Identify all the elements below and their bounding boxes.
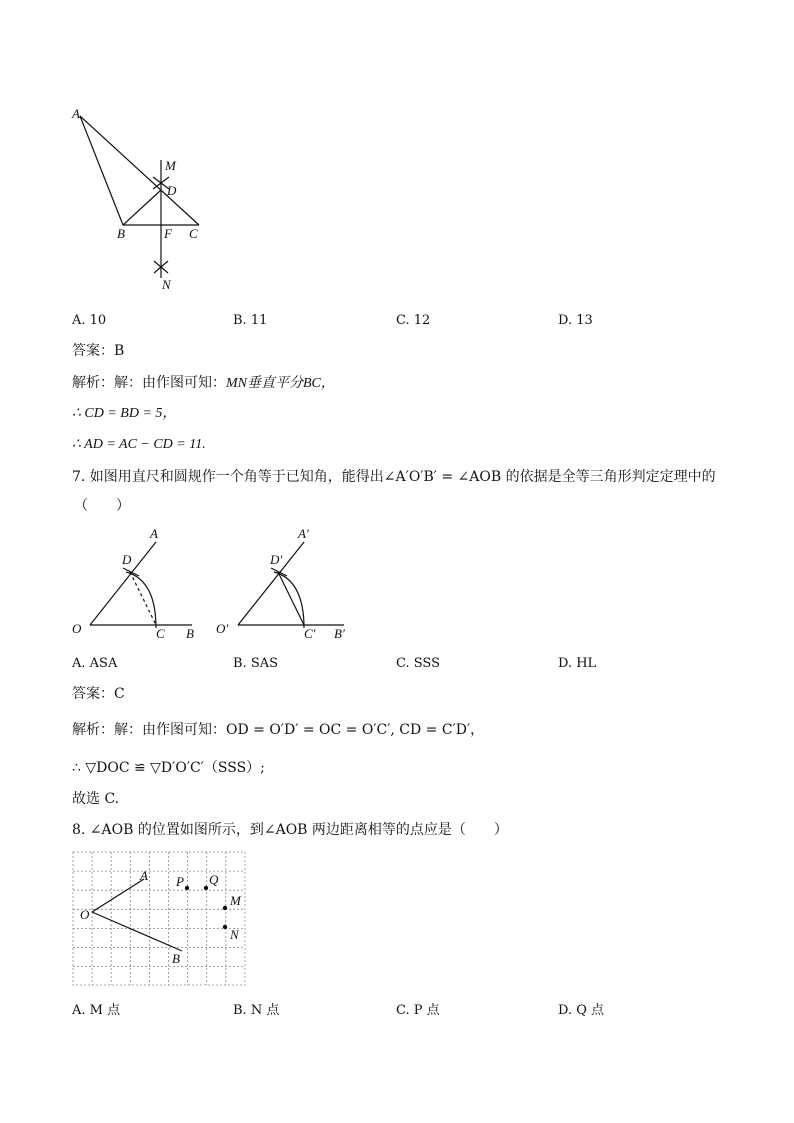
- label-f: F: [164, 226, 172, 241]
- q6-step2: ∴ AD = AC − CD = 11.: [72, 437, 206, 452]
- fig2-label-a: A′: [298, 526, 309, 541]
- fig1-label-d: D: [122, 552, 132, 567]
- q7-option-d[interactable]: D. HL: [558, 656, 597, 671]
- q7-answer: 答案：C: [72, 686, 125, 702]
- q7-option-b[interactable]: B. SAS: [233, 656, 279, 671]
- grid-label-p: P: [176, 874, 184, 889]
- point-q: [204, 886, 208, 890]
- label-c: C: [189, 226, 198, 241]
- grid-label-q: Q: [209, 872, 219, 887]
- label-m: M: [165, 158, 176, 173]
- q8-option-c[interactable]: C. P 点: [396, 1003, 440, 1018]
- point-p: [185, 886, 189, 890]
- q7-conclusion: 故选 C.: [72, 791, 120, 807]
- q7-step1: ∴ ▽DOC ≌ ▽D′O′C′（SSS）;: [72, 760, 265, 776]
- segment-bd: [123, 190, 161, 225]
- fig1-label-c: C: [156, 626, 165, 641]
- segment-ab: [80, 116, 123, 225]
- q6-option-a[interactable]: A. 10: [72, 313, 107, 328]
- fig1-label-a: A: [150, 526, 158, 541]
- label-a: A: [72, 106, 80, 121]
- q8-grid-figure: [72, 851, 248, 987]
- q6-option-d[interactable]: D. 13: [558, 313, 593, 328]
- grid-label-o: O: [80, 907, 90, 922]
- fig1-label-o: O: [72, 621, 82, 636]
- label-b: B: [117, 226, 125, 241]
- q8-option-d[interactable]: D. Q 点: [558, 1003, 605, 1018]
- q7-option-c[interactable]: C. SSS: [396, 656, 441, 671]
- q7-question-line1: 7. 如图用直尺和圆规作一个角等于已知角，能得出∠A′O′B′ = ∠AOB 的依据是全等三角形判定定理中的: [72, 469, 716, 485]
- ray-oa: [92, 879, 144, 912]
- segment-ac: [80, 116, 199, 225]
- q7-figure-1: [66, 520, 206, 650]
- fig1-label-b: B: [186, 626, 194, 641]
- q6-analysis-prefix: 解析：解：由作图可知：: [72, 375, 226, 391]
- q6-step1: ∴ CD = BD = 5，: [72, 406, 177, 421]
- grid-label-m: M: [230, 893, 241, 908]
- q7-option-a[interactable]: A. ASA: [72, 656, 118, 671]
- label-d: D: [167, 183, 177, 198]
- point-n: [223, 925, 227, 929]
- grid-label-a: A: [140, 868, 148, 883]
- q8-option-b[interactable]: B. N 点: [233, 1003, 280, 1018]
- q6-option-c[interactable]: C. 12: [396, 313, 431, 328]
- q7-analysis: 解析：解：由作图可知：OD = O′D′ = OC = O′C′, CD = C′D′，: [72, 722, 485, 738]
- q8-question: 8. ∠AOB 的位置如图所示，到∠AOB 两边距离相等的点应是（ ）: [72, 822, 508, 838]
- q6-analysis: [72, 373, 335, 394]
- q6-figure: [60, 100, 230, 300]
- q7-question-line2: （ ）: [74, 498, 130, 514]
- label-n: N: [162, 277, 171, 292]
- arc-cd: [126, 572, 156, 628]
- arc-c2d2: [274, 572, 304, 628]
- grid-label-b: B: [172, 951, 180, 966]
- grid-border: [73, 852, 245, 985]
- fig2-label-b: B′: [334, 626, 345, 641]
- q6-option-b[interactable]: B. 11: [233, 313, 268, 328]
- q8-option-a[interactable]: A. M 点: [72, 1003, 121, 1018]
- grid-label-n: N: [230, 927, 239, 942]
- point-m: [223, 906, 227, 910]
- fig2-label-o: O′: [216, 621, 229, 636]
- fig2-label-c: C′: [304, 626, 316, 641]
- q6-answer: 答案：B: [72, 343, 125, 359]
- fig2-label-d: D′: [270, 552, 283, 567]
- q6-analysis-expr: MN垂直平分BC，: [226, 376, 335, 391]
- q7-figure-2: [214, 520, 364, 650]
